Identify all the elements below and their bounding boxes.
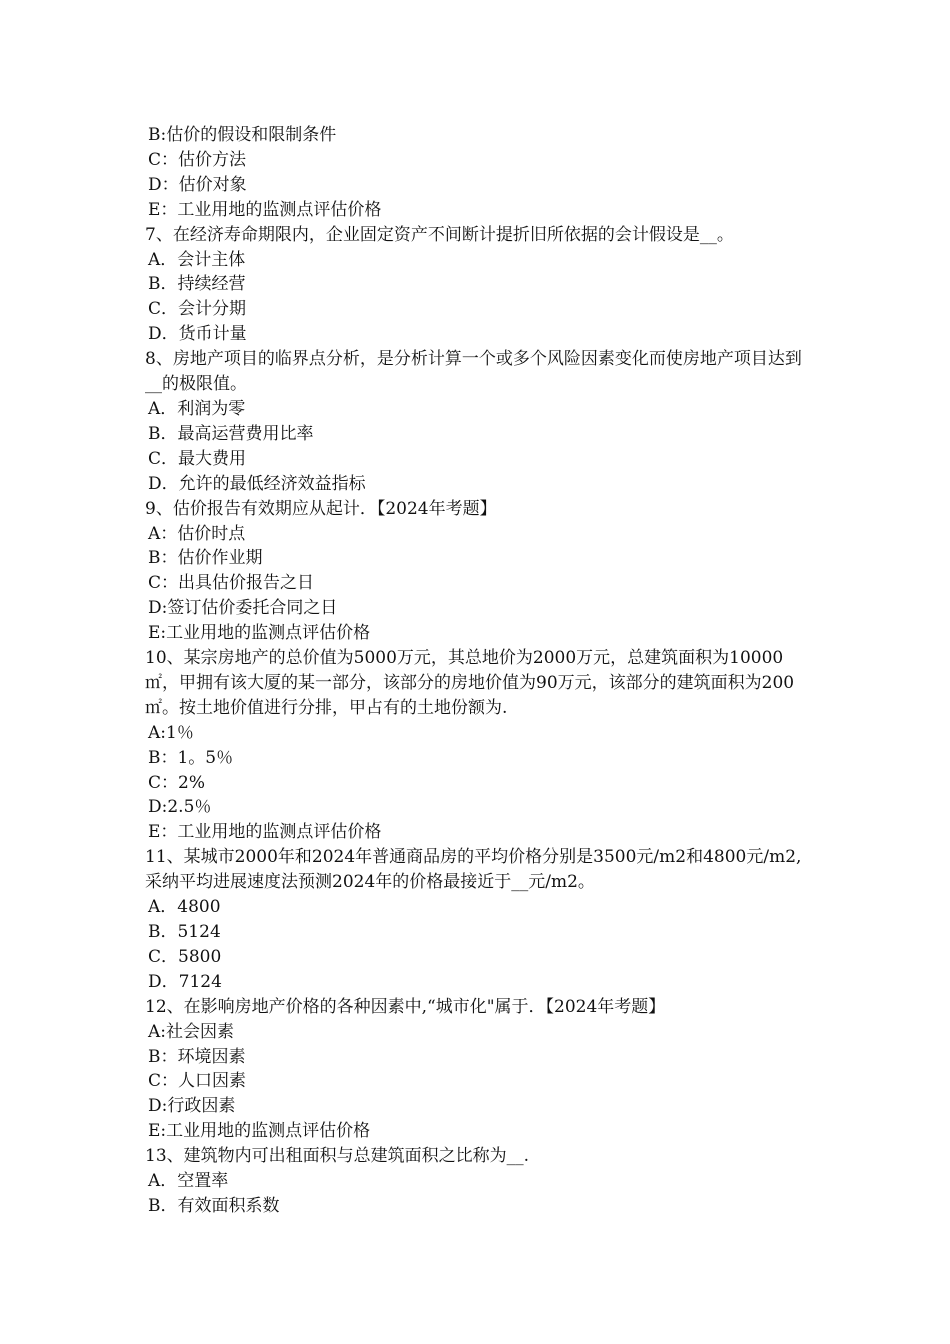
answer-option: A:社会因素	[148, 1021, 235, 1042]
answer-option: D．允许的最低经济效益指标	[148, 473, 366, 494]
question-text: 13、建筑物内可出租面积与总建筑面积之比称为__.	[145, 1146, 530, 1167]
answer-option: C．最大费用	[148, 448, 247, 469]
answer-option: B:估价的假设和限制条件	[148, 125, 337, 145]
answer-option: A:1％	[148, 722, 194, 743]
answer-option: A：估价时点	[148, 523, 246, 544]
answer-option: C：人口因素	[148, 1071, 247, 1092]
answer-option: E:工业用地的监测点评估价格	[148, 1121, 371, 1142]
answer-option: C：2%	[148, 772, 205, 793]
answer-option: A．会计主体	[148, 249, 246, 270]
answer-option: B：1。5％	[148, 747, 234, 768]
answer-option: D:行政因素	[148, 1096, 236, 1117]
answer-option: E:工业用地的监测点评估价格	[148, 623, 371, 644]
answer-option: D．货币计量	[148, 324, 247, 345]
answer-option: B．持续经营	[148, 274, 246, 295]
answer-option: D：估价对象	[148, 174, 247, 195]
answer-option: E：工业用地的监测点评估价格	[148, 822, 382, 843]
question-text: 9、估价报告有效期应从起计．【2024年考题】	[145, 498, 497, 519]
answer-option: C．5800	[148, 946, 222, 967]
question-text: 8、房地产项目的临界点分析，是分析计算一个或多个风险因素变化而使房地产项目达到__的极限值。	[145, 349, 802, 395]
answer-option: D:2.5％	[148, 797, 212, 818]
answer-option: B：估价作业期	[148, 548, 263, 569]
document-body	[145, 123, 810, 1219]
answer-option: C：估价方法	[148, 149, 247, 170]
answer-option: C：出具估价报告之日	[148, 573, 315, 594]
question-text: 7、在经济寿命期限内，企业固定资产不间断计提折旧所依据的会计假设是__。	[145, 224, 734, 245]
answer-option: D．7124	[148, 971, 222, 992]
answer-option: A．空置率	[148, 1171, 229, 1192]
answer-option: A．4800	[148, 897, 221, 918]
question-text: 10、某宗房地产的总价值为5000万元，其总地价为2000万元，总建筑面积为10000㎡，甲拥有该大厦的某一部分，该部分的房地价值为90万元，该部分的建筑面积为200㎡。按土地价值进行分排，甲占有的土地份额为.	[145, 648, 795, 718]
answer-option: A．利润为零	[148, 398, 246, 419]
answer-option: B：环境因素	[148, 1046, 246, 1067]
question-text: 11、某城市2000年和2024年普通商品房的平均价格分别是3500元/m2和4800元/m2,采纳平均进展速度法预测2024年的价格最接近于__元/m2。	[145, 847, 802, 893]
answer-option: C．会计分期	[148, 299, 247, 320]
answer-option: E：工业用地的监测点评估价格	[148, 199, 382, 220]
answer-option: D:签订估价委托合同之日	[148, 598, 338, 619]
answer-option: B．5124	[148, 922, 221, 942]
answer-option: B．最高运营费用比率	[148, 423, 314, 444]
question-text: 12、在影响房地产价格的各种因素中,“城市化"属于．【2024年考题】	[145, 996, 666, 1017]
answer-option: B．有效面积系数	[148, 1195, 280, 1216]
